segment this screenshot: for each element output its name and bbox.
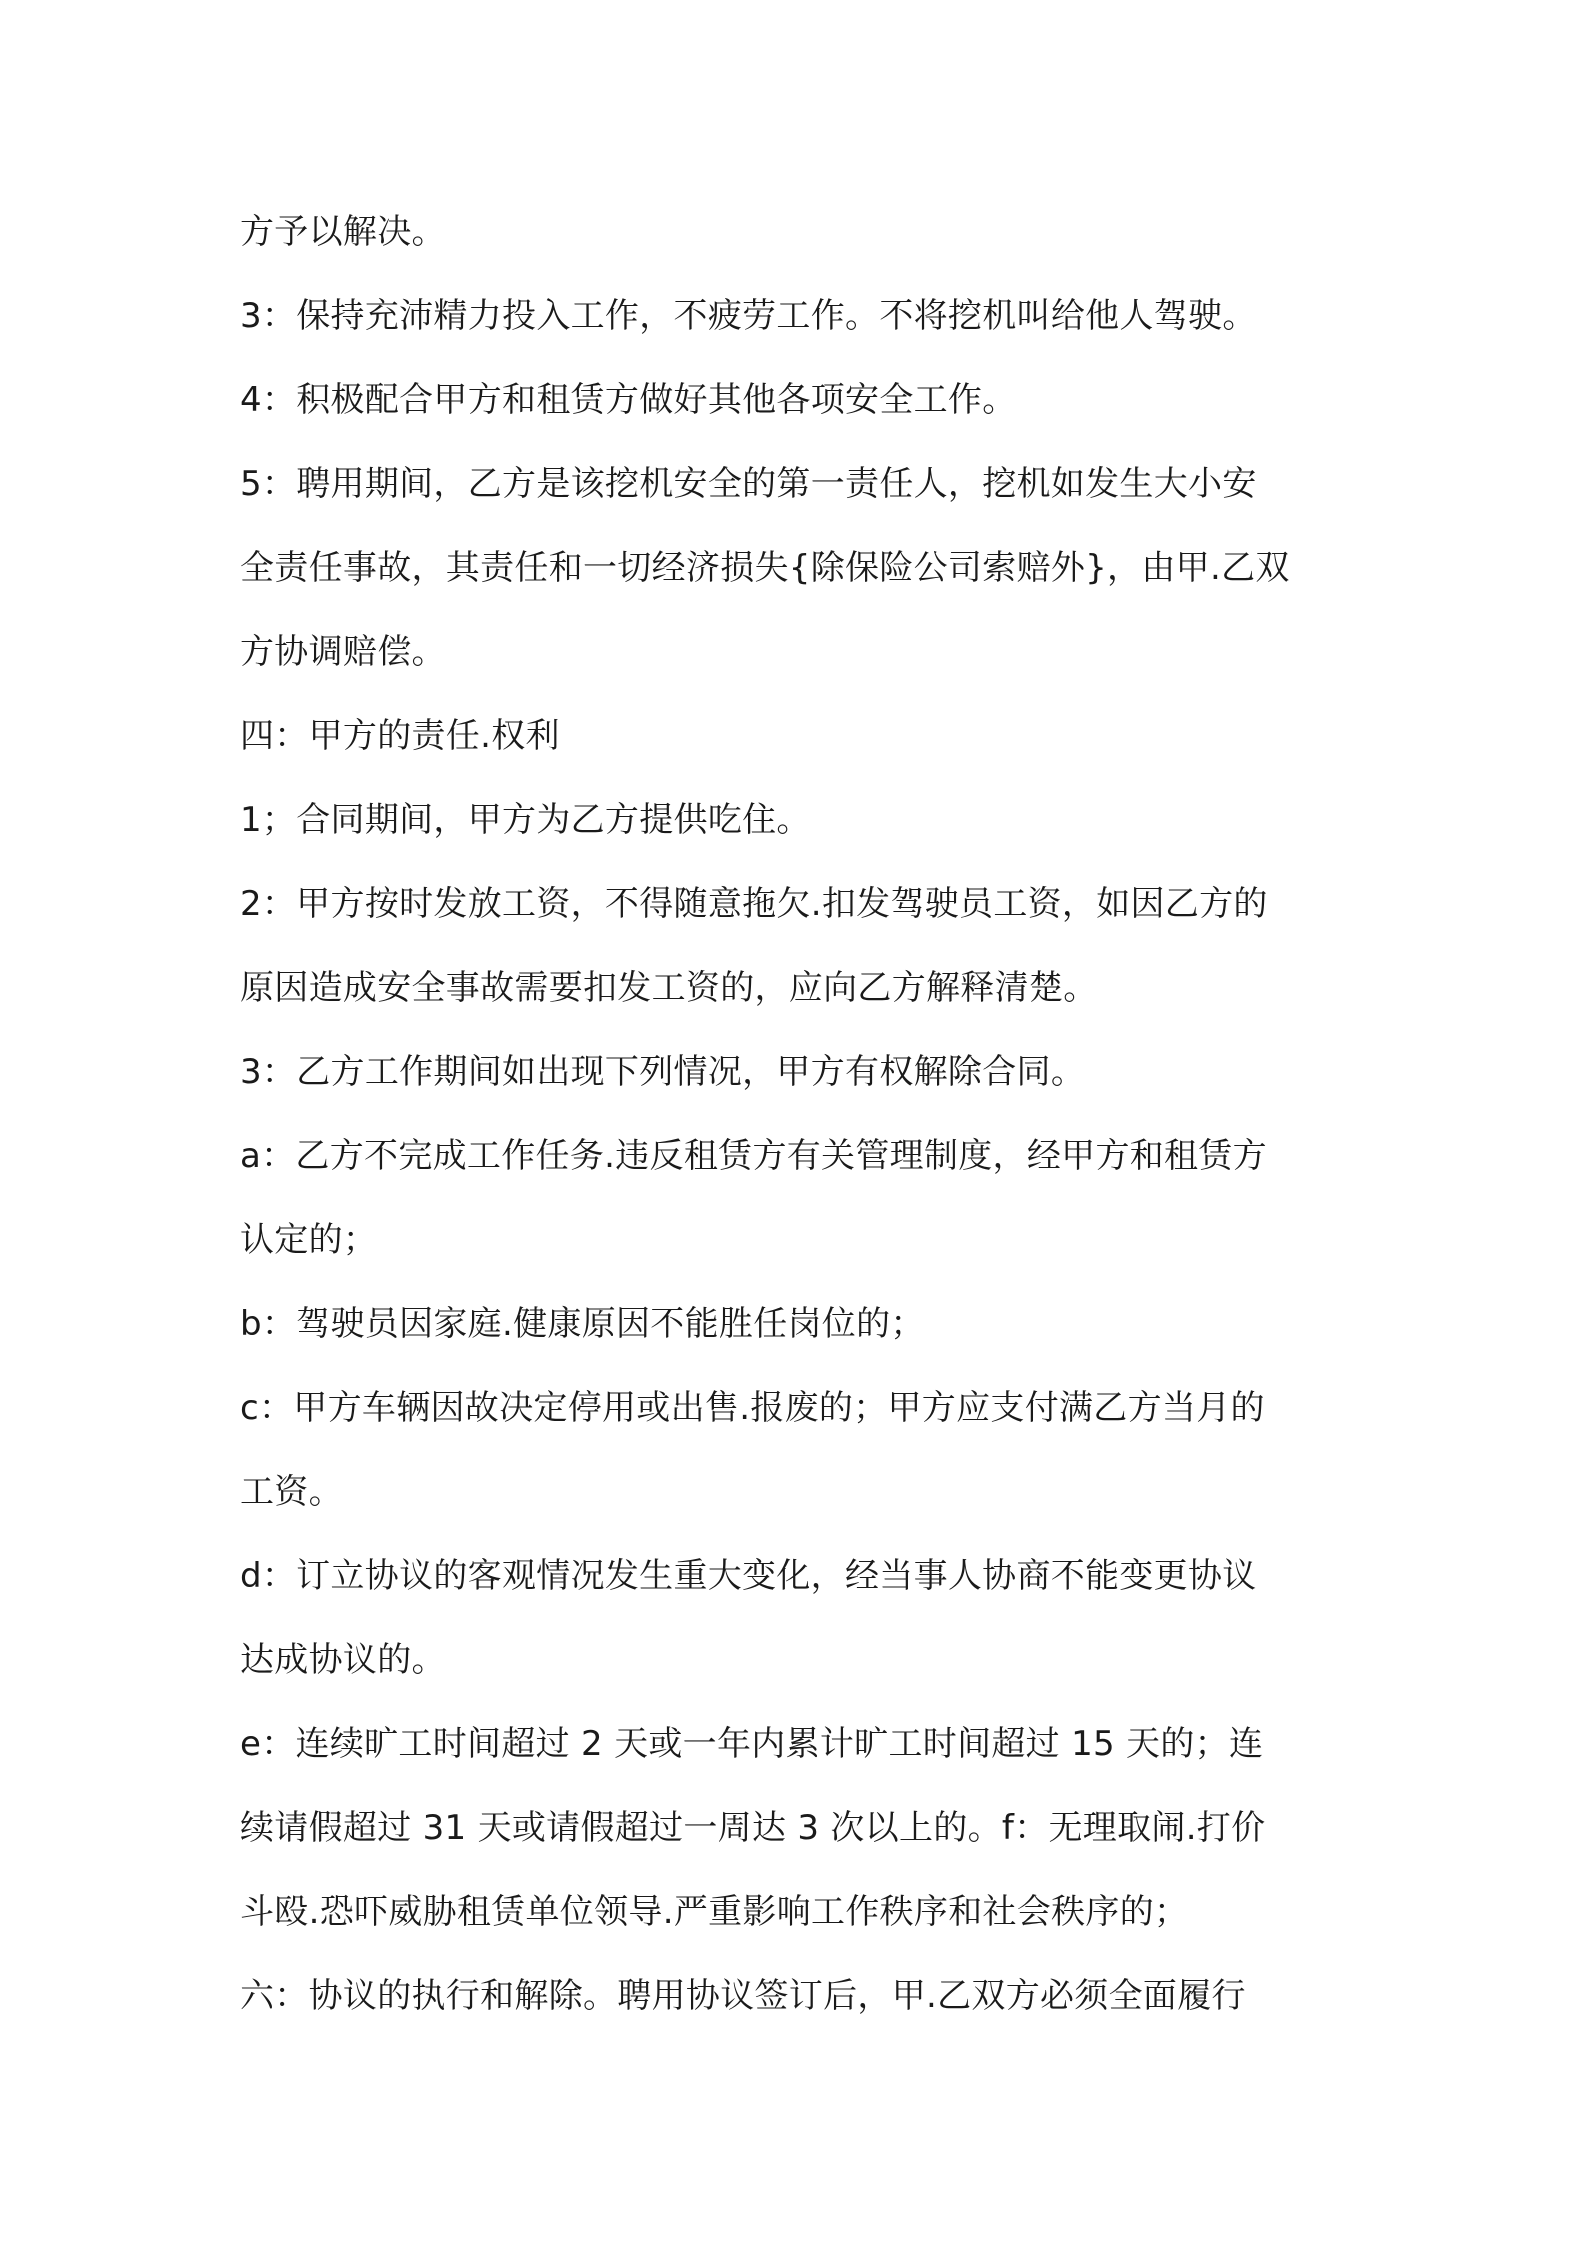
text-line: 方协调赔偿。 — [240, 632, 446, 672]
text-line: 5：聘用期间，乙方是该挖机安全的第一责任人，挖机如发生大小安 — [240, 464, 1257, 504]
text-line: 续请假超过 31 天或请假超过一周达 3 次以上的。f：无理取闹.打价 — [240, 1808, 1266, 1848]
text-line: 斗殴.恐吓威胁租赁单位领导.严重影响工作秩序和社会秩序的； — [240, 1892, 1189, 1932]
text-line: d：订立协议的客观情况发生重大变化，经当事人协商不能变更协议 — [240, 1556, 1257, 1596]
text-line: e：连续旷工时间超过 2 天或一年内累计旷工时间超过 15 天的；连 — [240, 1724, 1264, 1764]
document-body — [240, 190, 1360, 2038]
text-line: c：甲方车辆因故决定停用或出售.报废的；甲方应支付满乙方当月的 — [240, 1388, 1265, 1428]
text-line: b：驾驶员因家庭.健康原因不能胜任岗位的； — [240, 1304, 925, 1344]
text-line: 原因造成安全事故需要扣发工资的，应向乙方解释清楚。 — [240, 968, 1098, 1008]
text-line: 2：甲方按时发放工资，不得随意拖欠.扣发驾驶员工资，如因乙方的 — [240, 884, 1268, 924]
text-line: 方予以解决。 — [240, 212, 446, 252]
text-line: 工资。 — [240, 1472, 343, 1512]
text-line: a：乙方不完成工作任务.违反租赁方有关管理制度，经甲方和租赁方 — [240, 1136, 1267, 1176]
text-line: 3：乙方工作期间如出现下列情况，甲方有权解除合同。 — [240, 1052, 1086, 1092]
section-heading: 六：协议的执行和解除。聘用协议签订后，甲.乙双方必须全面履行 — [240, 1976, 1246, 2016]
text-line: 达成协议的。 — [240, 1640, 446, 1680]
section-heading: 四：甲方的责任.权利 — [240, 716, 560, 756]
text-line: 1；合同期间，甲方为乙方提供吃住。 — [240, 800, 811, 840]
text-line: 4：积极配合甲方和租赁方做好其他各项安全工作。 — [240, 380, 1017, 420]
text-line: 全责任事故，其责任和一切经济损失{除保险公司索赔外}，由甲.乙双 — [240, 548, 1290, 588]
text-line: 3：保持充沛精力投入工作，不疲劳工作。不将挖机叫给他人驾驶。 — [240, 296, 1257, 336]
text-line: 认定的； — [240, 1220, 378, 1260]
